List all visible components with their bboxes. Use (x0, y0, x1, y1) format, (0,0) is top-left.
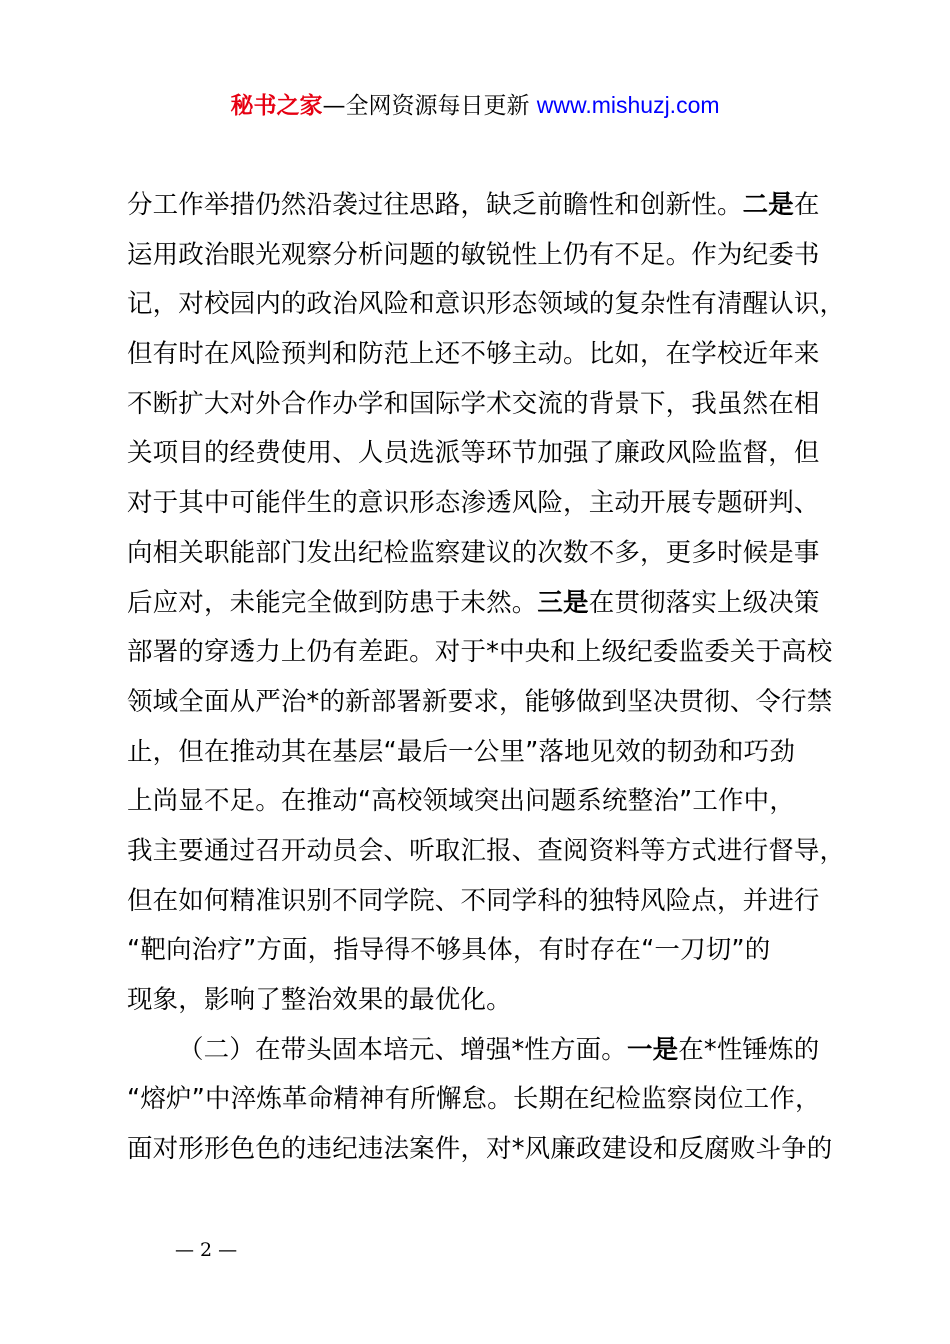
text-line: 向相关职能部门发出纪检监察建议的次数不多，更多时候是事 (127, 537, 820, 568)
text-line: 现象，影响了整治效果的最优化。 (127, 985, 512, 1015)
text-line: “靶向治疗”方面，指导得不够具体，有时存在“一刀切”的 (127, 935, 771, 966)
page-number: — 2 — (175, 1239, 238, 1261)
text-line: 分工作举措仍然沿袭过往思路，缺乏前瞻性和创新性。二是在 (127, 190, 820, 220)
text-line: 部署的穿透力上仍有差距。对于*中央和上级纪委监委关于高校 (127, 637, 833, 668)
emphasis-label: 一是 (626, 1034, 679, 1065)
text-line: 领域全面从严治*的新部署新要求，能够做到坚决贯彻、令行禁 (127, 686, 833, 717)
text-line: 我主要通过召开动员会、听取汇报、查阅资料等方式进行督导， (127, 835, 846, 866)
text-line: 止，但在推动其在基层“最后一公里”落地见效的韧劲和巧劲 (127, 736, 795, 767)
text-line: 但有时在风险预判和防范上还不够主动。比如，在学校近年来 (127, 339, 820, 370)
text-line: 运用政治眼光观察分析问题的敏锐性上仍有不足。作为纪委书 (127, 239, 820, 270)
header-url-link[interactable]: www.mishuzj.com (536, 92, 720, 118)
text-line: 关项目的经费使用、人员选派等环节加强了廉政风险监督，但 (127, 438, 820, 469)
emphasis-label: 三是 (537, 587, 589, 618)
header-tagline: —全网资源每日更新 (322, 93, 530, 119)
brand-name: 秘书之家 (230, 93, 323, 119)
section-heading-line: （二）在带头固本培元、增强*性方面。一是在*性锤炼的 (178, 1034, 820, 1065)
text-line: 对于其中可能伴生的意识形态渗透风险，主动开展专题研判、 (127, 488, 820, 519)
document-body (127, 181, 847, 1175)
page-header (0, 88, 950, 123)
text-line: “熔炉”中淬炼革命精神有所懈怠。长期在纪检监察岗位工作， (127, 1084, 821, 1115)
text-line: 不断扩大对外合作办学和国际学术交流的背景下，我虽然在相 (127, 388, 820, 419)
text-line: 上尚显不足。在推动“高校领域突出问题系统整治”工作中， (127, 786, 795, 817)
text-line: 后应对，未能完全做到防患于未然。三是在贯彻落实上级决策 (127, 587, 820, 618)
text-line: 面对形形色色的违纪违法案件，对*风廉政建设和反腐败斗争的 (127, 1134, 833, 1165)
text-line: 记，对校园内的政治风险和意识形态领域的复杂性有清醒认识， (127, 289, 846, 320)
emphasis-label: 二是 (742, 190, 794, 220)
text-line: 但在如何精准识别不同学院、不同学科的独特风险点，并进行 (127, 885, 820, 916)
